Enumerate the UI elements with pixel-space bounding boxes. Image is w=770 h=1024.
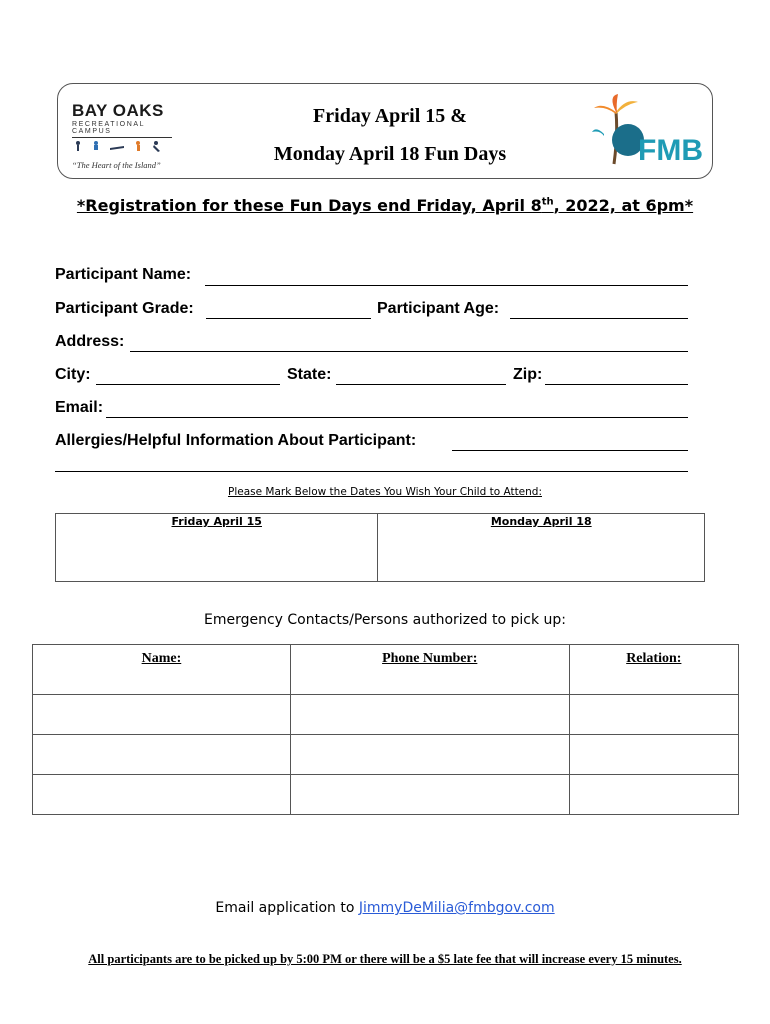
dates-instruction: Please Mark Below the Dates You Wish Your Child to Attend: — [227, 486, 542, 498]
allergies-field-line-2[interactable] — [55, 471, 688, 472]
sports-figures-icon — [72, 140, 172, 154]
logo-subtitle: RECREATIONAL CAMPUS — [72, 121, 172, 138]
logo-title: BAY OAKS — [72, 101, 164, 120]
city-label: City: — [55, 366, 91, 383]
page-title — [250, 100, 530, 176]
registration-deadline-note: *Registration for these Fun Days end Friday, April 8th, 2022, at 6pm* — [76, 196, 694, 215]
contact-name-cell[interactable] — [33, 735, 291, 775]
contact-relation-cell[interactable] — [569, 735, 738, 775]
contact-relation-cell[interactable] — [569, 695, 738, 735]
fmb-logo — [592, 94, 703, 170]
logo-tagline: “The Heart of the Island” — [72, 160, 161, 170]
participant-grade-label: Participant Grade: — [55, 300, 194, 317]
relation-column-header: Relation: — [569, 645, 738, 695]
participant-age-field[interactable] — [510, 318, 688, 319]
allergies-label: Allergies/Helpful Information About Participant: — [55, 432, 417, 449]
contact-name-cell[interactable] — [33, 775, 291, 815]
email-application-line: Email application to JimmyDeMilia@fmbgov.com — [215, 900, 555, 916]
emergency-contacts-table — [32, 644, 739, 815]
email-field[interactable] — [106, 417, 688, 418]
contact-phone-cell[interactable] — [290, 735, 569, 775]
state-label: State: — [287, 366, 332, 383]
contact-relation-cell[interactable] — [569, 775, 738, 815]
contact-phone-cell[interactable] — [290, 775, 569, 815]
state-field[interactable] — [336, 384, 506, 385]
contact-row — [33, 695, 739, 735]
contact-name-cell[interactable] — [33, 695, 291, 735]
participant-grade-field[interactable] — [206, 318, 371, 319]
contact-row — [33, 775, 739, 815]
contact-row — [33, 735, 739, 775]
friday-april-15-cell[interactable]: Friday April 15 — [56, 514, 378, 582]
pickup-policy-footer: All participants are to be picked up by 5:00 PM or there will be a $5 late fee that will increase every 15 minutes. — [88, 952, 682, 966]
contact-phone-cell[interactable] — [290, 695, 569, 735]
city-field[interactable] — [96, 384, 280, 385]
email-link[interactable]: JimmyDeMilia@fmbgov.com — [358, 900, 555, 916]
dates-table — [55, 513, 705, 582]
address-label: Address: — [55, 333, 125, 350]
participant-name-field[interactable] — [205, 285, 688, 286]
participant-name-label: Participant Name: — [55, 266, 192, 283]
bay-oaks-logo — [72, 102, 182, 170]
zip-label: Zip: — [513, 366, 543, 383]
emergency-contacts-title: Emergency Contacts/Persons authorized to pick up: — [203, 612, 567, 628]
email-label: Email: — [55, 399, 104, 416]
title-line-2: Monday April 18 Fun Days — [273, 143, 507, 165]
address-field[interactable] — [130, 351, 688, 352]
allergies-field[interactable] — [452, 450, 688, 451]
monday-april-18-cell[interactable]: Monday April 18 — [378, 514, 705, 582]
phone-column-header: Phone Number: — [290, 645, 569, 695]
title-line-1: Friday April 15 & — [313, 105, 467, 127]
name-column-header: Name: — [33, 645, 291, 695]
participant-age-label: Participant Age: — [377, 300, 500, 317]
zip-field[interactable] — [545, 384, 688, 385]
svg-text:FMB: FMB — [638, 134, 703, 167]
